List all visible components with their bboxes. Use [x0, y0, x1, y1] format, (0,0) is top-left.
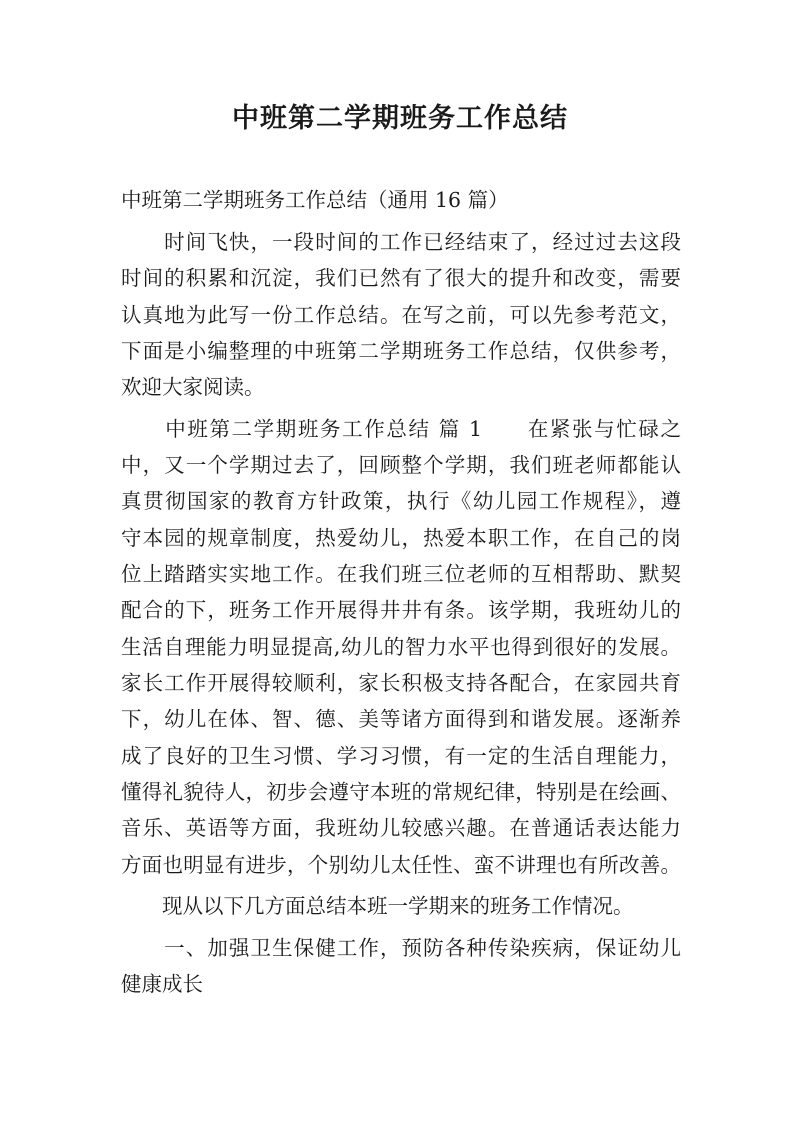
intro-line: 认真地为此写一份工作总结。在写之前，可以先参考范文， [121, 303, 681, 327]
document-subtitle: 中班第二学期班务工作总结（通用 16 篇） [121, 188, 509, 212]
part1-line: 守本园的规章制度，热爱幼儿，热爱本职工作，在自己的岗 [121, 526, 681, 550]
part1-line: 生活自理能力明显提高,幼儿的智力水平也得到很好的发展。 [121, 635, 681, 659]
section1-heading-line: 健康成长 [121, 972, 203, 996]
part1-line: 配合的下，班务工作开展得井井有条。该学期，我班幼儿的 [121, 598, 681, 622]
intro-line: 时间飞快，一段时间的工作已经结束了，经过过去这段 [121, 230, 681, 254]
part1-line: 音乐、英语等方面，我班幼儿较感兴趣。在普通话表达能力 [121, 816, 681, 840]
section1-heading-line: 一、加强卫生保健工作，预防各种传染疾病，保证幼儿 [121, 936, 681, 960]
intro-line: 下面是小编整理的中班第二学期班务工作总结，仅供参考， [121, 339, 681, 363]
part1-line: 家长工作开展得较顺利，家长积极支持各配合，在家园共育 [121, 671, 681, 695]
part1-line: 成了良好的卫生习惯、学习习惯，有一定的生活自理能力， [121, 744, 681, 768]
part1-line: 位上踏踏实实地工作。在我们班三位老师的互相帮助、默契 [121, 562, 681, 586]
part1-line: 下，幼儿在体、智、德、美等诸方面得到和谐发展。逐渐养 [121, 707, 681, 731]
summary-line: 现从以下几方面总结本班一学期来的班务工作情况。 [121, 894, 634, 918]
part1-line: 懂得礼貌待人，初步会遵守本班的常规纪律，特别是在绘画、 [121, 780, 681, 804]
part1-line: 真贯彻国家的教育方针政策，执行《幼儿园工作规程》，遵 [121, 489, 681, 513]
part1-line: 中班第二学期班务工作总结 篇 1 在紧张与忙碌之 [121, 417, 681, 441]
part1-line: 方面也明显有进步，个别幼儿太任性、蛮不讲理也有所改善。 [121, 853, 681, 877]
intro-line: 时间的积累和沉淀，我们已然有了很大的提升和改变，需要 [121, 266, 681, 290]
part1-line: 中，又一个学期过去了，回顾整个学期，我们班老师都能认 [121, 453, 681, 477]
intro-line: 欢迎大家阅读。 [121, 375, 265, 399]
document-title: 中班第二学期班务工作总结 [232, 103, 568, 134]
